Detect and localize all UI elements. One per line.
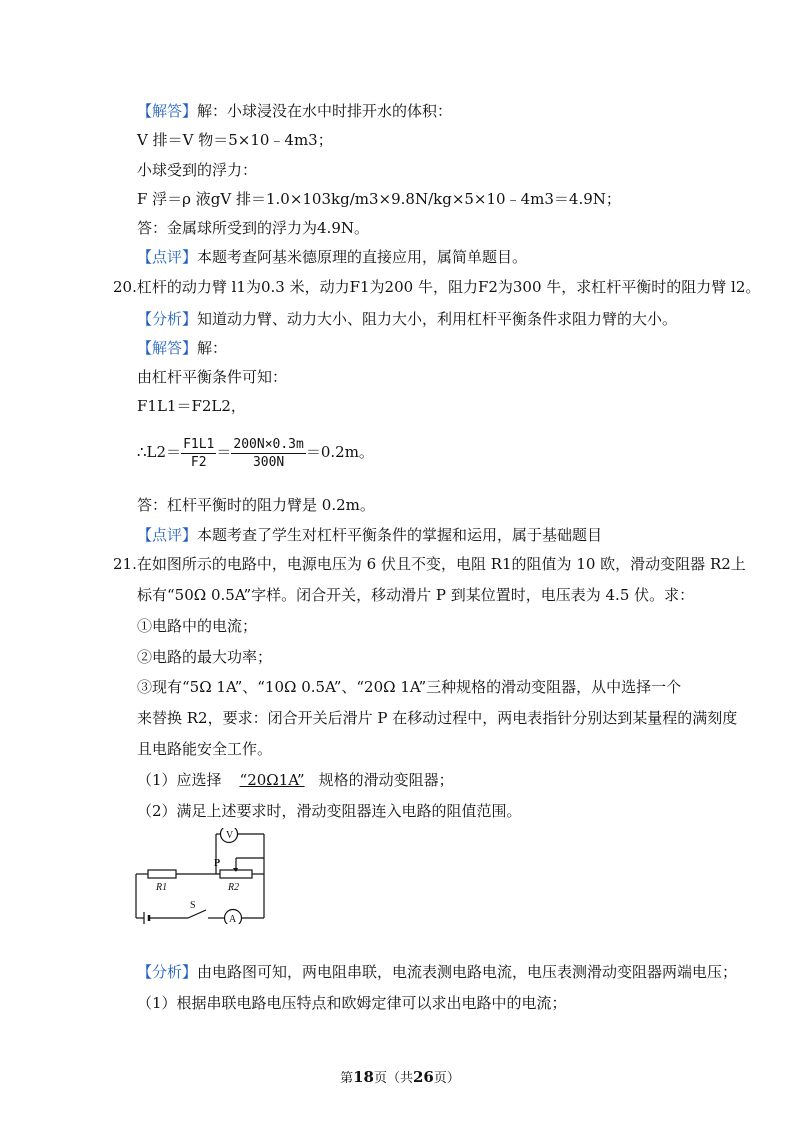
q21-item1 [137, 616, 257, 636]
q21-item3c [137, 739, 272, 759]
ammeter-label: A [229, 914, 237, 924]
footer-suffix: 页） [433, 1071, 460, 1086]
q21-line1: 在如图所示的电路中，电源电压为 6 伏且不变，电阻 R1的阻值为 10 欧，滑动变阻器 R2上 [136, 555, 746, 573]
sol19-line2 [137, 160, 257, 180]
fraction-denominator: 300N [252, 454, 285, 470]
q20-solution-text: 解： [197, 339, 228, 357]
slider-label: P [214, 858, 221, 869]
question-number: 20. [113, 278, 137, 296]
q21-analysis-text: 由电路图可知，两电阻串联，电流表测电路电流，电压表测滑动变阻器两端电压； [197, 963, 738, 981]
fraction-denominator: F2 [190, 454, 207, 470]
sol19-eq2 [137, 189, 621, 209]
fraction-formula [181, 436, 216, 471]
q21-item3c-text: 且电路能安全工作。 [137, 740, 273, 758]
q21-item2-text: ②电路的最大功率； [137, 648, 273, 666]
sol19-answer [137, 218, 369, 238]
q21-sub2-text: （2）满足上述要求时，滑动变阻器连入电路的阻值范围。 [137, 802, 522, 820]
q21-analysis2 [137, 993, 567, 1013]
q21-sub1-prefix: （1）应选择 [137, 771, 222, 789]
q20-eq2-prefix: ∴L2＝ [137, 443, 182, 461]
sol19-text2: 小球受到的浮力： [137, 161, 258, 179]
fraction-numerator: 200N×0.3m [233, 436, 304, 452]
q20-solution [137, 338, 227, 358]
q20-eq2 [137, 432, 374, 472]
q21-item2 [137, 647, 272, 667]
q21-sub2 [137, 801, 522, 821]
question-number: 21. [113, 555, 137, 573]
analysis-tag: 【分析】 [137, 310, 198, 328]
review-tag: 【点评】 [137, 248, 198, 266]
q21-line2-text: 标有“50Ω 0.5A”字样。闭合开关，移动滑片 P 到某位置时，电压表为 4.5 伏。求： [137, 586, 695, 604]
q21-analysis [137, 962, 737, 982]
question-20 [113, 277, 760, 297]
sol19-line1 [137, 101, 452, 121]
circuit-diagram [130, 828, 275, 924]
page-total: 26 [413, 1068, 434, 1086]
q20-eq1-text: F1L1＝F2L2， [137, 397, 246, 415]
equals-sign: ＝ [216, 443, 232, 461]
sol19-eq2-text: F 浮＝ρ 液gV 排＝1.0×103kg/m3×9.8N/kg×5×10﹣4m3＝4.9N； [137, 190, 621, 208]
q20-analysis-text: 知道动力臂、动力大小、阻力大小，利用杠杆平衡条件求阻力臂的大小。 [197, 310, 678, 328]
q21-item3a [137, 677, 681, 697]
q20-answer [137, 495, 375, 515]
q20-review [137, 525, 602, 545]
q21-item3b-text: 来替换 R2，要求：闭合开关后滑片 P 在移动过程中，两电表指针分别达到某量程的满刻度 [137, 709, 738, 727]
r1-label: R1 [156, 882, 168, 893]
q21-sub1-suffix: 规格的滑动变阻器； [318, 771, 454, 789]
q20-answer-text: 答：杠杆平衡时的阻力臂是 0.2m。 [137, 496, 375, 514]
sol19-answer-text: 答：金属球所受到的浮力为4.9N。 [137, 219, 369, 237]
solution-tag: 【解答】 [137, 102, 198, 120]
review-tag: 【点评】 [137, 526, 198, 544]
question-20-text: 杠杆的动力臂 l1为0.3 米，动力F1为200 牛，阻力F2为300 牛，求杠杆平衡时的阻力臂 l2。 [136, 278, 761, 296]
q20-analysis [137, 309, 677, 329]
page-footer [0, 1067, 800, 1086]
sol19-eq1-text: V 排＝V 物＝5×10﹣4m3； [137, 131, 333, 149]
solution-tag: 【解答】 [137, 339, 198, 357]
q21-item1-text: ①电路中的电流； [137, 617, 258, 635]
sol19-text1: 解：小球浸没在水中时排开水的体积： [197, 102, 453, 120]
q21-analysis2-text: （1）根据串联电路电压特点和欧姆定律可以求出电路中的电流； [137, 994, 567, 1012]
q20-eq1 [137, 396, 246, 416]
q21-sub1-answer: “20Ω1A” [239, 771, 305, 789]
question-21 [113, 554, 746, 574]
q20-line1-text: 由杠杆平衡条件可知： [137, 368, 288, 386]
q21-item3a-text: ③现有“5Ω 1A”、“10Ω 0.5A”、“20Ω 1A”三种规格的滑动变阻器，从中选择一个 [137, 678, 682, 696]
q21-line2 [137, 585, 694, 605]
footer-middle: 页（共 [373, 1071, 413, 1086]
analysis-tag: 【分析】 [137, 963, 198, 981]
fraction-values [231, 436, 305, 471]
q20-review-text: 本题考查了学生对杠杆平衡条件的掌握和运用，属于基础题目 [197, 526, 603, 544]
sol19-eq1 [137, 130, 333, 150]
resistor-r1 [148, 870, 176, 878]
q21-sub1 [137, 770, 454, 790]
sol19-review [137, 247, 527, 267]
page-number: 18 [353, 1068, 374, 1086]
q21-item3b [137, 708, 737, 728]
fraction-numerator: F1L1 [183, 436, 215, 452]
sol19-review-text: 本题考查阿基米德原理的直接应用，属简单题目。 [197, 248, 528, 266]
footer-prefix: 第 [340, 1071, 354, 1086]
q20-eq2-suffix: ＝0.2m。 [305, 443, 374, 461]
switch-label: S [190, 900, 196, 911]
voltmeter-label: V [226, 830, 234, 841]
q20-line1 [137, 367, 287, 387]
r2-label: R2 [228, 882, 240, 893]
switch-lever [188, 910, 206, 918]
